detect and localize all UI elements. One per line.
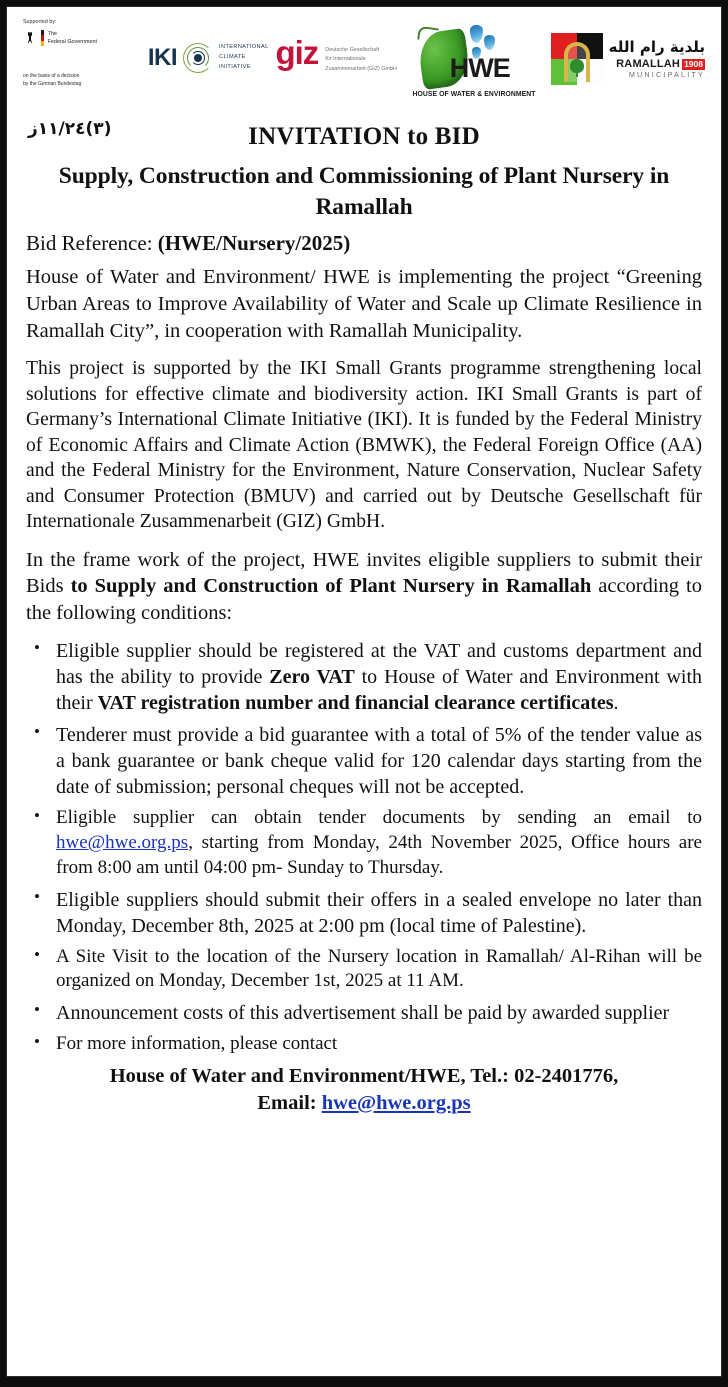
list-item [26, 638, 702, 716]
giz-tagline [325, 39, 397, 74]
iki-tagline [219, 43, 269, 72]
ramallah-text-block [609, 39, 705, 80]
ramallah-name-text: RAMALLAH [616, 58, 681, 71]
bundestag-footnote [23, 73, 141, 88]
condition-3-part2: , starting from Monday, 24th November 2025, Office hours are from 8:00 am until 04:00 pm- Sunday to Thursday. [56, 832, 702, 878]
document-subtitle: Supply, Construction and Commissioning of Plant Nursery in Ramallah [58, 163, 670, 220]
ramallah-english-name [609, 58, 705, 70]
ramallah-arabic-name: بلدية رام الله [608, 37, 705, 56]
iki-wordmark: IKI [147, 44, 178, 71]
email-link[interactable]: hwe@hwe.org.ps [56, 832, 189, 854]
hwe-leaf-and-droplets-icon [404, 23, 544, 89]
hwe-logo [404, 17, 544, 98]
bid-reference [26, 230, 702, 256]
federal-government-line2: Federal Government [47, 39, 98, 46]
invitation-text-part2: according to the following conditions: [26, 575, 702, 624]
giz-tagline-line3: Zusammenarbeit (GIZ) GmbH [325, 65, 397, 72]
iki-circles-icon [183, 43, 213, 73]
document-body [17, 119, 711, 1117]
condition-1-bold1: Zero VAT [269, 666, 355, 689]
footer-email-link[interactable]: hwe@hwe.org.ps [321, 1091, 471, 1114]
logo-band [17, 13, 711, 117]
federal-government-line1: The [47, 31, 57, 37]
giz-logo [275, 17, 396, 74]
bundestag-footnote-line1: on the basis of a decision [23, 73, 80, 80]
ramallah-municipality-label: MUNICIPALITY [628, 70, 705, 80]
hwe-caption: HOUSE OF WATER & ENVIRONMENT [412, 89, 536, 98]
contact-email-label: Email: [257, 1091, 322, 1114]
giz-wordmark: giz [275, 34, 319, 71]
condition-1-bold2: VAT registration number and financial clearance certificates [97, 692, 614, 715]
condition-3-part1: Eligible supplier can obtain tender documents by sending an email to [56, 807, 702, 829]
list-item [26, 806, 702, 880]
condition-1-part3: . [613, 692, 619, 715]
advertisement-content [6, 6, 722, 1377]
bid-reference-label: Bid Reference: [26, 231, 158, 256]
reference-number: (٣)١١/٢٤ز [28, 119, 112, 139]
federal-government-text [48, 30, 97, 46]
list-item: • For more information, please contact [26, 1032, 702, 1057]
ramallah-year-badge: 1908 [684, 59, 703, 70]
giz-tagline-line1: Deutsche Gesellschaft [325, 47, 380, 53]
paragraph-invitation [26, 547, 702, 627]
conditions-list [26, 638, 702, 1056]
list-item: • Eligible suppliers should submit their offers in a sealed envelope no later than Monday, December 8th, 2025 at 2:00 pm (local time of Palestine). [26, 887, 702, 939]
hwe-letters: HWE [449, 53, 510, 83]
iki-tagline-line1: INTERNATIONAL [219, 44, 269, 51]
paragraph-funding: This project is supported by the IKI Small Grants programme strengthening local solutions for effective climate and biodiversity action. IKI Small Grants is part of Germany’s International Climate Initiative (IKI). It is funded by the Federal Ministry of Economic Affairs and Climate Action (BMWK), the Federal Foreign Office (AA) and the Federal Ministry for the Environment, Nature Conservation, Nuclear Safety and Consumer Protection (BMUV) and carried out by Deutsche Gesellschaft für Internationale Zusammenarbeit (GIZ) GmbH. [26, 358, 702, 533]
condition-1-part2: to House of Water and Environment with their [56, 666, 703, 715]
contact-footer-line1: House of Water and Environment/HWE, Tel.: 02-2401776, [109, 1064, 619, 1087]
paragraph-project-intro: House of Water and Environment/ HWE is implementing the project “Greening Urban Areas to Improve Availability of Water and Scale up Climate Resilience in Ramallah City”, in cooperation with Ramallah Municipality. [26, 266, 702, 342]
list-item: • Announcement costs of this advertisement shall be paid by awarded supplier [26, 1000, 702, 1026]
invitation-text-bold: to Supply and Construction of Plant Nursery in Ramallah [70, 575, 592, 598]
bid-reference-value: (HWE/Nursery/2025) [157, 231, 351, 256]
condition-1-part1: Eligible supplier should be registered at the VAT and customs department and has the ability to provide [56, 640, 702, 689]
page-title: INVITATION to BID [248, 123, 480, 150]
list-item: • A Site Visit to the location of the Nursery location in Ramallah/ Al-Rihan will be organized on Monday, December 1st, 2025 at 11 AM. [26, 945, 702, 994]
bundestag-footnote-line2: by the German Bundestag [23, 80, 82, 87]
german-flag-bars-icon [41, 30, 44, 46]
iki-tagline-line3: INITIATIVE [219, 63, 251, 70]
contact-footer [26, 1063, 702, 1117]
ramallah-municipality-logo [551, 17, 705, 85]
iki-tagline-line2: CLIMATE [219, 54, 246, 61]
german-eagle-icon [23, 31, 37, 46]
german-federal-government-logo [23, 17, 141, 88]
invitation-text-part1: In the frame work of the project, HWE invites eligible suppliers to submit their Bids [26, 548, 702, 598]
iki-logo [148, 17, 269, 73]
ramallah-crest-icon [551, 33, 603, 85]
contact-footer-line2 [26, 1090, 702, 1117]
giz-tagline-line2: für Internationale [325, 56, 366, 63]
supported-by-label: Supported by: [23, 19, 57, 25]
list-item: • Tenderer must provide a bid guarantee with a total of 5% of the tender value as a bank guarantee or bank cheque valid for 120 calendar days starting from the date of submission; personal cheques will not be accepted. [26, 722, 702, 800]
